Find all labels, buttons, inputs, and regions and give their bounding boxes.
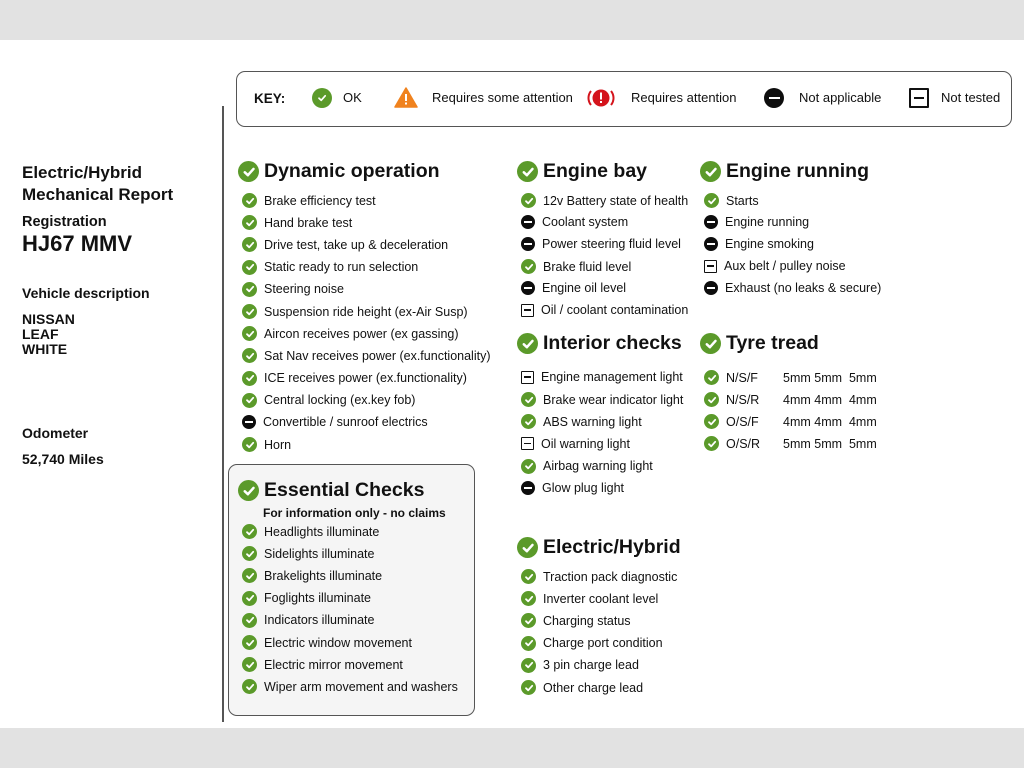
- ok-icon: [242, 635, 257, 650]
- ok-icon: [242, 282, 257, 297]
- status-key: [236, 71, 1012, 127]
- ok-icon: [700, 161, 721, 182]
- ok-icon: [521, 569, 536, 584]
- engine-running-heading: [700, 160, 869, 183]
- tyre-tread-depths: 4mm 4mm 4mm: [783, 414, 877, 429]
- engine-running-item-label: Exhaust (no leaks & secure): [725, 281, 882, 295]
- dynamic-item-label: Sat Nav receives power (ex.functionality): [264, 348, 491, 363]
- ok-icon: [242, 304, 257, 319]
- not-applicable-icon: [242, 415, 256, 429]
- ok-icon: [242, 326, 257, 341]
- dynamic-item: [242, 237, 448, 252]
- essential-item: [242, 679, 458, 694]
- essential-item-label: Indicators illuminate: [264, 613, 375, 628]
- ok-icon: [238, 161, 259, 182]
- interior-item-label: Glow plug light: [542, 481, 624, 495]
- tyre-title: Tyre tread: [726, 332, 819, 354]
- essential-item-label: Headlights illuminate: [264, 524, 380, 539]
- engine-bay-title: Engine bay: [543, 160, 648, 182]
- engine-running-title: Engine running: [726, 160, 869, 182]
- dynamic-item: [242, 437, 291, 452]
- ok-icon: [521, 259, 536, 274]
- engine-bay-item-label: Power steering fluid level: [542, 237, 681, 251]
- engine-bay-item-label: Oil / coolant contamination: [541, 303, 689, 317]
- electric-item-label: Inverter coolant level: [543, 591, 659, 606]
- dynamic-item-label: Central locking (ex.key fob): [264, 393, 416, 408]
- engine-bay-item-label: Coolant system: [542, 215, 629, 229]
- ok-icon: [521, 680, 536, 695]
- electric-title: Electric/Hybrid: [543, 536, 681, 558]
- engine-bay-item: [521, 237, 681, 251]
- interior-title: Interior checks: [543, 332, 682, 354]
- tyre-tread-depths: 5mm 5mm 5mm: [783, 436, 877, 451]
- electric-item-label: Other charge lead: [543, 680, 644, 695]
- essential-item-label: Electric mirror movement: [264, 657, 403, 672]
- registration-value: HJ67 MMV: [22, 231, 133, 256]
- interior-item-label: Engine management light: [541, 370, 683, 384]
- engine-running-item: [704, 281, 881, 295]
- dynamic-heading: [238, 160, 440, 183]
- not-applicable-icon: [764, 88, 784, 108]
- engine-bay-item-label: Engine oil level: [542, 281, 627, 295]
- tyre-position: N/S/F: [726, 370, 758, 385]
- essential-subtitle: For information only - no claims: [263, 506, 446, 520]
- electric-item-label: Traction pack diagnostic: [543, 569, 678, 584]
- not-tested-icon: [521, 371, 534, 384]
- warning-triangle-icon: [394, 87, 418, 113]
- electric-item-label: Charging status: [543, 613, 631, 628]
- tyre-item: [704, 414, 877, 429]
- tyre-position: O/S/R: [726, 436, 761, 451]
- electric-item-label: Charge port condition: [543, 636, 663, 651]
- essential-item: [242, 546, 374, 561]
- engine-bay-item-label: Brake fluid level: [543, 259, 632, 274]
- dynamic-item-label: Horn: [264, 437, 292, 452]
- ok-icon: [242, 524, 257, 539]
- ok-icon: [242, 437, 257, 452]
- ok-icon: [242, 371, 257, 386]
- electric-item: [521, 658, 639, 673]
- ok-icon: [521, 658, 536, 673]
- dynamic-item-label: Suspension ride height (ex-Air Susp): [264, 304, 468, 319]
- report-title-line1: Electric/Hybrid: [22, 163, 142, 182]
- essential-item-label: Foglights illuminate: [264, 591, 371, 606]
- key-not-applicable-label: Not applicable: [799, 90, 882, 105]
- ok-icon: [521, 591, 536, 606]
- engine-running-item: [704, 215, 809, 229]
- engine-bay-item: [521, 281, 626, 295]
- essential-item: [242, 591, 371, 606]
- essential-item-label: Sidelights illuminate: [264, 546, 375, 561]
- dynamic-title: Dynamic operation: [264, 160, 440, 182]
- key-attention-label: Requires attention: [631, 90, 737, 105]
- ok-icon: [312, 88, 332, 108]
- dynamic-item-label: Convertible / sunroof electrics: [263, 415, 428, 429]
- ok-icon: [242, 679, 257, 694]
- dynamic-item-label: Steering noise: [264, 282, 344, 297]
- vehicle-description-label: Vehicle description: [22, 285, 150, 301]
- ok-icon: [704, 392, 719, 407]
- essential-title: Essential Checks: [264, 479, 425, 501]
- key-some-attention-label: Requires some attention: [432, 90, 573, 105]
- ok-icon: [242, 215, 257, 230]
- essential-item: [242, 524, 379, 539]
- odometer-value: 52,740 Miles: [22, 451, 104, 467]
- dynamic-item: [242, 415, 428, 429]
- interior-item-label: ABS warning light: [543, 414, 642, 429]
- engine-bay-item-label: 12v Battery state of health: [543, 193, 689, 208]
- ok-icon: [704, 414, 719, 429]
- dynamic-item-label: Brake efficiency test: [264, 193, 376, 208]
- tyre-item: [704, 436, 877, 451]
- engine-bay-item: [521, 215, 628, 229]
- engine-running-item-label: Engine running: [725, 215, 810, 229]
- interior-item: [521, 414, 642, 429]
- ok-icon: [521, 613, 536, 628]
- interior-item: [521, 437, 630, 451]
- vehicle-model: LEAF: [22, 326, 59, 342]
- ok-icon: [242, 193, 257, 208]
- ok-icon: [521, 392, 536, 407]
- ok-icon: [242, 237, 257, 252]
- essential-item-label: Wiper arm movement and washers: [264, 679, 458, 694]
- interior-item-label: Oil warning light: [541, 436, 630, 451]
- engine-running-item-label: Engine smoking: [725, 237, 814, 251]
- engine-bay-item: [521, 193, 688, 208]
- dynamic-item: [242, 260, 418, 275]
- ok-icon: [521, 414, 536, 429]
- engine-running-item-label: Starts: [726, 193, 759, 208]
- engine-bay-item: [521, 259, 631, 274]
- ok-icon: [517, 161, 538, 182]
- engine-running-item-label: Aux belt / pulley noise: [724, 259, 846, 273]
- dynamic-item: [242, 371, 467, 386]
- key-heading: KEY:: [254, 91, 286, 106]
- not-applicable-icon: [521, 281, 535, 295]
- ok-icon: [242, 613, 257, 628]
- ok-icon: [242, 591, 257, 606]
- vehicle-description: [22, 312, 75, 357]
- essential-heading: [238, 479, 424, 502]
- registration-label: Registration: [22, 214, 107, 230]
- engine-running-item: [704, 259, 846, 273]
- electric-item: [521, 613, 631, 628]
- not-applicable-icon: [704, 237, 718, 251]
- not-tested-icon: [909, 88, 929, 108]
- ok-icon: [238, 480, 259, 501]
- interior-item: [521, 370, 683, 384]
- electric-item: [521, 591, 658, 606]
- tyre-position: O/S/F: [726, 414, 759, 429]
- dynamic-item-label: Aircon receives power (ex gassing): [264, 326, 459, 341]
- essential-item: [242, 568, 382, 583]
- essential-item-label: Electric window movement: [264, 635, 412, 650]
- tyre-tread-depths: 5mm 5mm 5mm: [783, 370, 877, 385]
- ok-icon: [242, 393, 257, 408]
- dynamic-item-label: ICE receives power (ex.functionality): [264, 371, 467, 386]
- engine-bay-item: [521, 303, 688, 317]
- ok-icon: [517, 537, 538, 558]
- key-not-tested-label: Not tested: [941, 90, 1001, 105]
- vehicle-make: NISSAN: [22, 311, 75, 327]
- interior-item-label: Brake wear indicator light: [543, 392, 684, 407]
- engine-running-item: [704, 237, 814, 251]
- dynamic-item: [242, 282, 344, 297]
- tyre-item: [704, 392, 877, 407]
- tyre-heading: [700, 332, 819, 355]
- electric-item: [521, 636, 663, 651]
- engine-running-item: [704, 193, 759, 208]
- interior-item: [521, 392, 683, 407]
- ok-icon: [242, 348, 257, 363]
- ok-icon: [517, 333, 538, 354]
- ok-icon: [704, 193, 719, 208]
- report-title: [22, 162, 173, 206]
- essential-item: [242, 657, 403, 672]
- electric-item: [521, 680, 643, 695]
- ok-icon: [242, 657, 257, 672]
- dynamic-item-label: Drive test, take up & deceleration: [264, 237, 449, 252]
- dynamic-item: [242, 304, 468, 319]
- odometer-label: Odometer: [22, 425, 89, 441]
- not-applicable-icon: [521, 237, 535, 251]
- tyre-tread-depths: 4mm 4mm 4mm: [783, 392, 877, 407]
- interior-heading: [517, 332, 682, 355]
- dynamic-item-label: Static ready to run selection: [264, 260, 419, 275]
- interior-item: [521, 459, 653, 474]
- ok-icon: [704, 370, 719, 385]
- tyre-item: [704, 370, 877, 385]
- column-divider: [222, 106, 224, 722]
- not-applicable-icon: [521, 481, 535, 495]
- dynamic-item-label: Hand brake test: [264, 215, 353, 230]
- essential-item: [242, 635, 412, 650]
- dynamic-item: [242, 348, 490, 363]
- key-ok-label: OK: [343, 90, 362, 105]
- ok-icon: [521, 193, 536, 208]
- interior-item-label: Airbag warning light: [543, 459, 653, 474]
- vehicle-colour: WHITE: [22, 341, 68, 357]
- report-title-line2: Mechanical Report: [22, 185, 174, 204]
- not-applicable-icon: [521, 215, 535, 229]
- engine-bay-heading: [517, 160, 647, 183]
- ok-icon: [704, 436, 719, 451]
- essential-item-label: Brakelights illuminate: [264, 568, 383, 583]
- ok-icon: [521, 636, 536, 651]
- dynamic-item: [242, 193, 376, 208]
- ok-icon: [700, 333, 721, 354]
- interior-item: [521, 481, 624, 495]
- ok-icon: [242, 546, 257, 561]
- not-tested-icon: [521, 304, 534, 317]
- dynamic-item: [242, 393, 415, 408]
- ok-icon: [242, 568, 257, 583]
- not-applicable-icon: [704, 281, 718, 295]
- dynamic-item: [242, 326, 459, 341]
- not-tested-icon: [704, 260, 717, 273]
- ok-icon: [242, 260, 257, 275]
- electric-heading: [517, 536, 681, 559]
- not-applicable-icon: [704, 215, 718, 229]
- tyre-position: N/S/R: [726, 392, 760, 407]
- not-tested-icon: [521, 437, 534, 450]
- essential-item: [242, 613, 374, 628]
- attention-icon: [586, 87, 616, 114]
- electric-item-label: 3 pin charge lead: [543, 658, 639, 673]
- report-sheet: [0, 40, 1024, 728]
- electric-item: [521, 569, 677, 584]
- dynamic-item: [242, 215, 352, 230]
- ok-icon: [521, 459, 536, 474]
